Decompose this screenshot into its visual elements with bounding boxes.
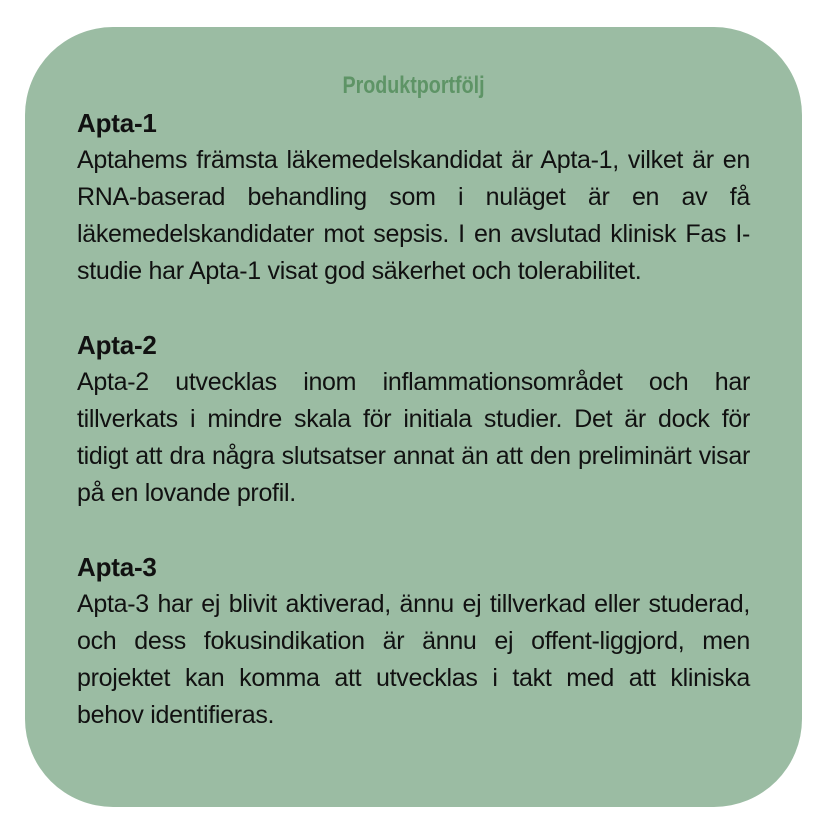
section-apta-1 — [77, 105, 750, 290]
section-spacer — [77, 512, 750, 549]
section-body: Apta-3 har ej blivit aktiverad, ännu ej tillverkad eller studerad, och dess fokusindikation är ännu ej offent-liggjord, men projektet kan komma att utvecklas i takt med att kliniska behov identifieras. — [77, 590, 750, 729]
section-spacer — [77, 290, 750, 327]
section-body: Apta-2 utvecklas inom inflammationsområdet och har tillverkats i mindre skala för initiala studier. Det är dock för tidigt att dra några slutsatser annat än att den preliminärt visar på en lovande profil. — [77, 368, 750, 507]
section-title: Apta-3 — [77, 552, 157, 582]
card-content — [77, 69, 750, 734]
section-apta-3 — [77, 549, 750, 734]
section-body: Aptahems främsta läkemedelskandidat är Apta-1, vilket är en RNA-baserad behandling som i nuläget är en av få läkemedelskandidater mot sepsis. I en avslutad klinisk Fas I-studie har Apta-1 visat god säkerhet och tolerabilitet. — [77, 146, 750, 285]
card-heading: Produktportfölj — [342, 72, 485, 99]
product-portfolio-card — [25, 27, 802, 807]
section-apta-2 — [77, 327, 750, 512]
section-title: Apta-1 — [77, 108, 157, 138]
section-title: Apta-2 — [77, 330, 157, 360]
